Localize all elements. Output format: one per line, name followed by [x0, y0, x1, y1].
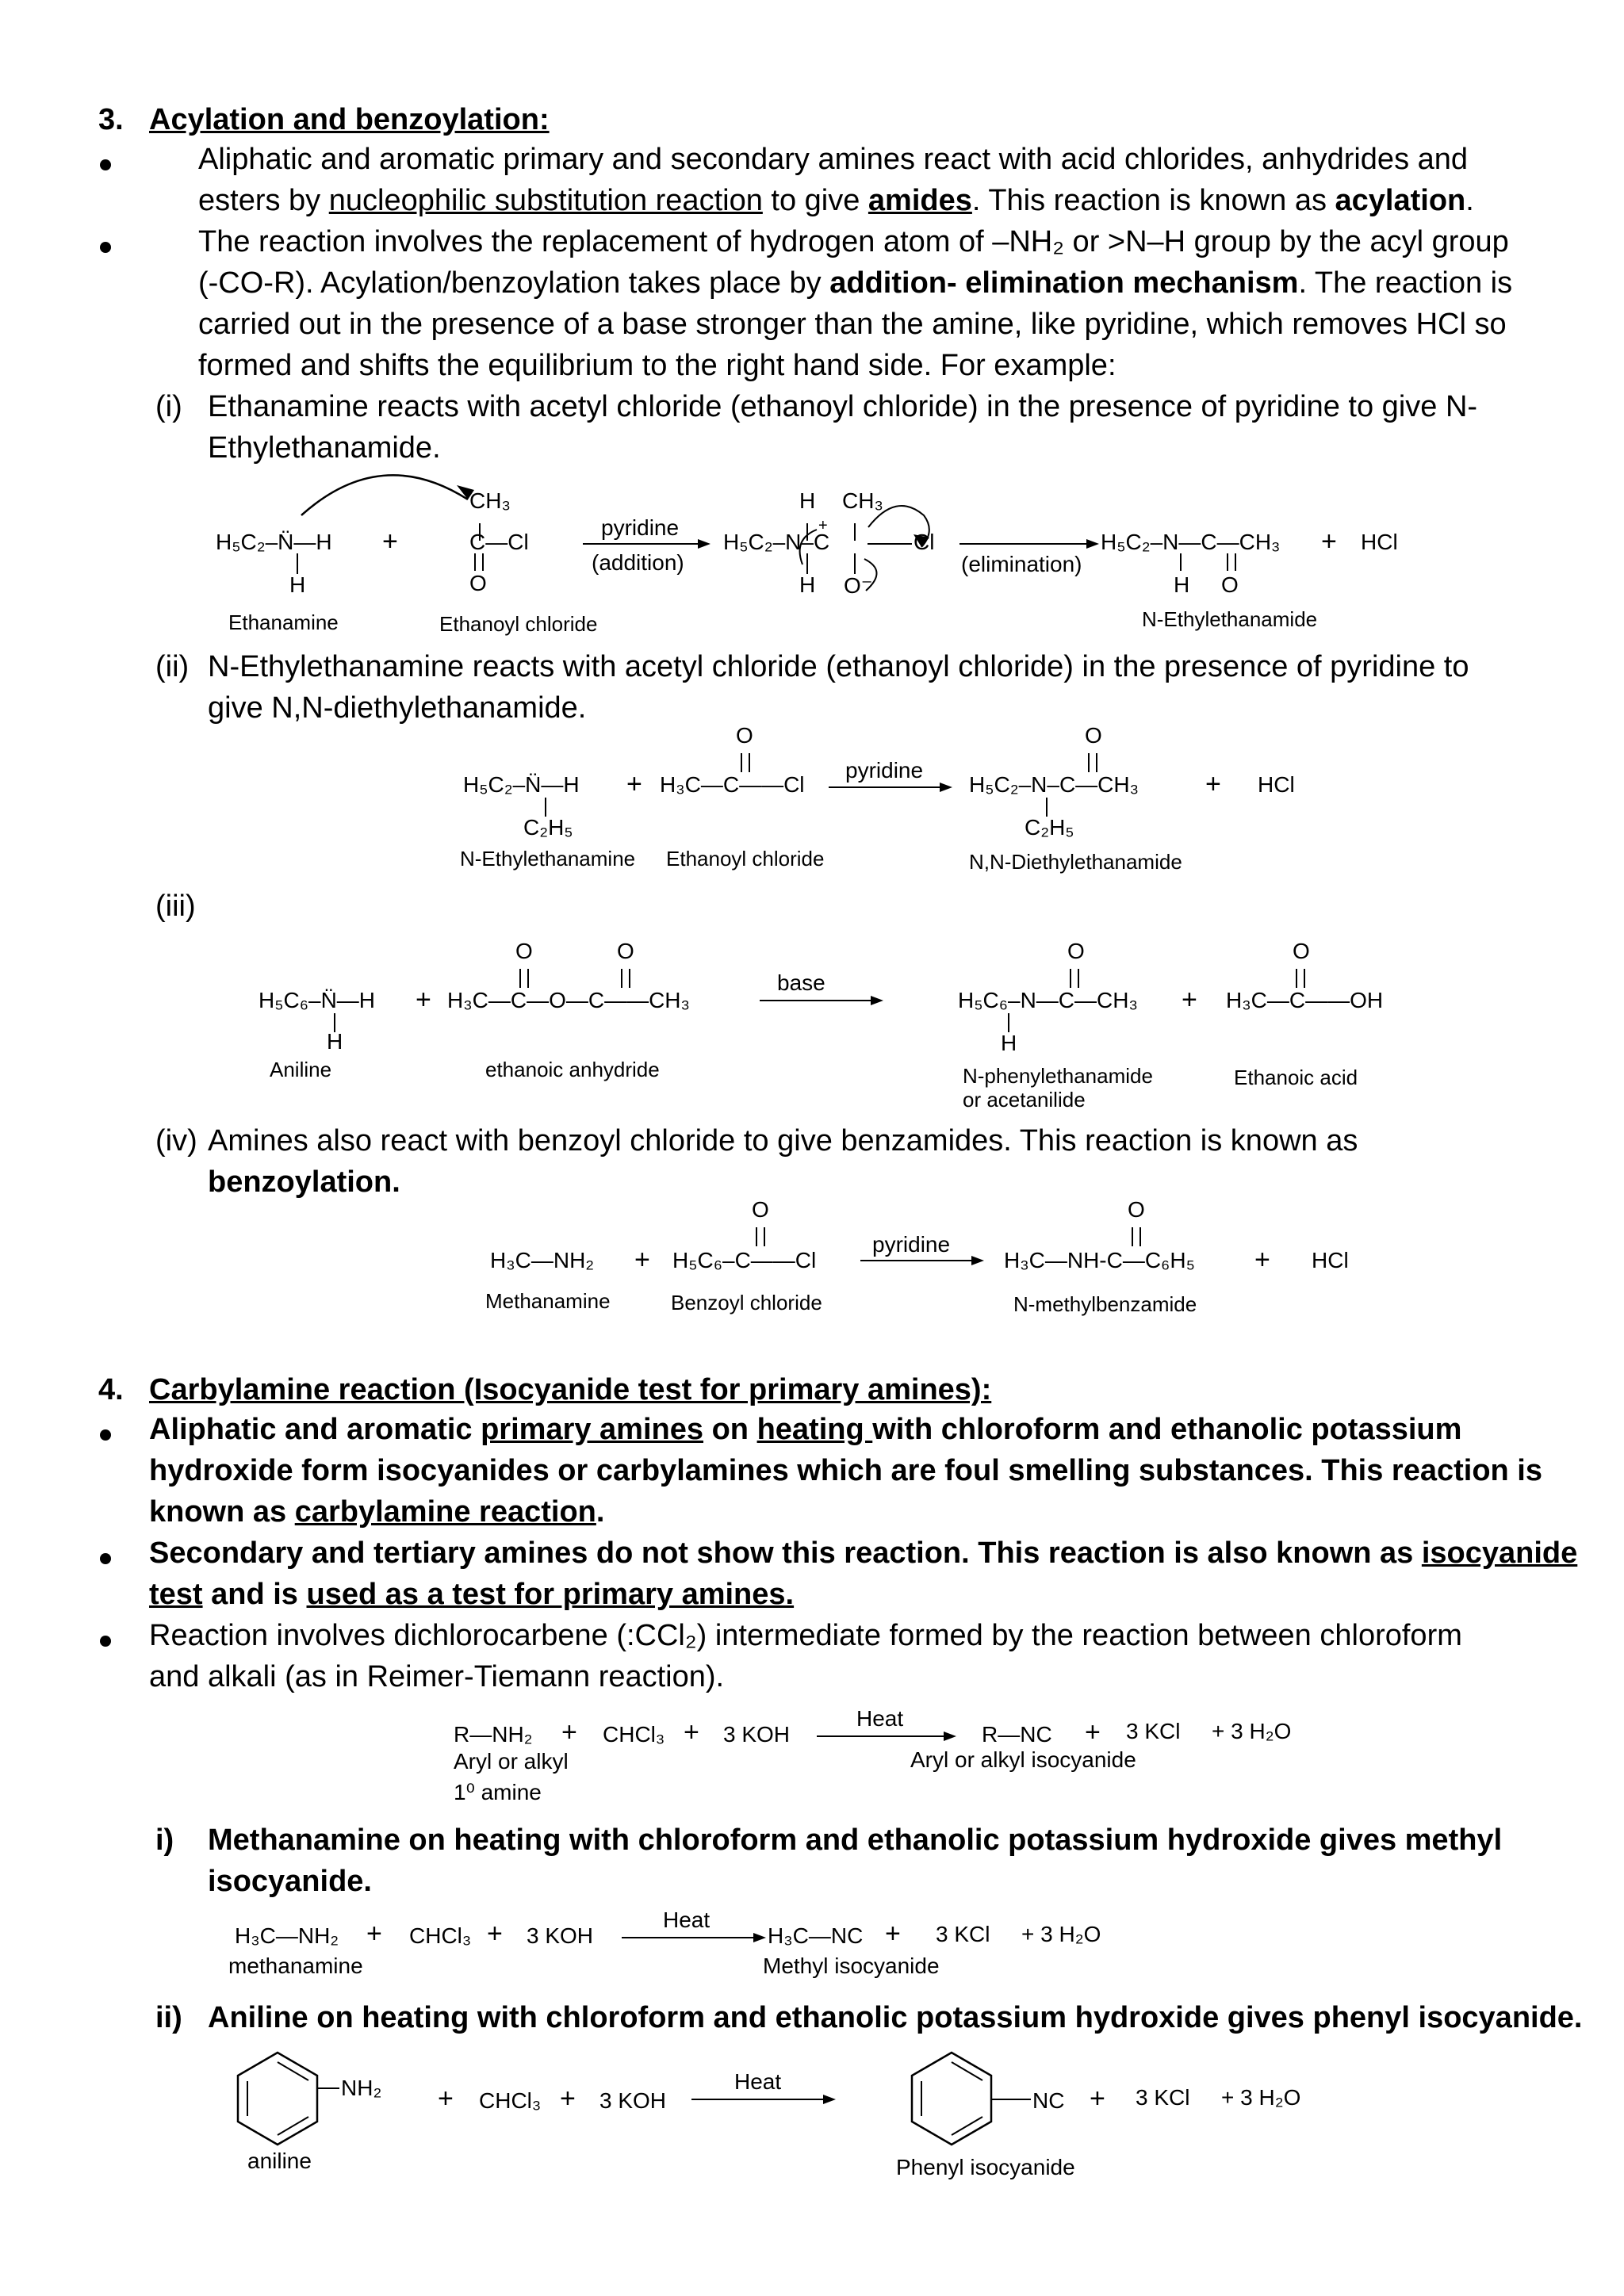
bond: [952, 2117, 982, 2135]
test-for-primary-amines-term: used as a test for primary amines.: [306, 1578, 795, 1611]
section-3-number: 3.: [98, 103, 124, 136]
carbylamine-reaction-term: carbylamine reaction: [294, 1495, 596, 1529]
condition-pyridine: pyridine: [601, 515, 680, 540]
acylation-term: acylation: [1335, 184, 1466, 217]
product-oxygen: O: [1221, 572, 1239, 597]
product-carbonyl-oxygen: O: [1085, 723, 1102, 748]
label-n-phenylethanamide: N-phenylethanamide: [963, 1064, 1153, 1088]
section-4-number: 4.: [98, 1373, 124, 1406]
primary-amine-formula: R—NH₂: [454, 1722, 533, 1747]
acetanilide-formula: H₅C₆–N—C—CH₃: [958, 988, 1138, 1012]
carbylamine-bullet-3-line-1: Reaction involves dichlorocarbene (:CCl₂) intermediate formed by the reaction between chloroform: [149, 1619, 1462, 1652]
heating-term: heating: [756, 1413, 873, 1446]
anhydride-oxygen-1: O: [515, 939, 533, 963]
condition-elimination: (elimination): [961, 552, 1082, 576]
carbonyl-oxygen: O: [752, 1197, 769, 1222]
condition-heat: Heat: [856, 1706, 904, 1731]
water: + 3 H₂O: [1212, 1719, 1292, 1743]
text-span: to give: [762, 184, 868, 217]
acylation-bullet-1-line-1: Aliphatic and aromatic primary and secondary amines react with acid chlorides, anhydrides and: [198, 143, 1469, 176]
example-ii-number: (ii): [155, 650, 190, 683]
plus-sign: +: [560, 2084, 576, 2114]
carbylamine-example-i-line-2: isocyanide.: [208, 1865, 372, 1898]
example-i-line-2: Ethylethanamide.: [208, 431, 441, 465]
intermediate-oxide: O⁻: [844, 573, 873, 598]
text-span: esters by: [198, 184, 329, 217]
plus-sign: +: [416, 985, 431, 1015]
intermediate-methyl: CH₃: [842, 488, 883, 513]
n-methylbenzamide-formula: H₃C—NH-C—C₆H₅: [1004, 1248, 1195, 1272]
label-phenyl-isocyanide: Phenyl isocyanide: [896, 2155, 1075, 2179]
potassium-chloride: 3 KCl: [1136, 2085, 1190, 2110]
example-iii-number: (iii): [155, 890, 196, 923]
chloroform: CHCl₃: [603, 1722, 665, 1747]
ethanoic-anhydride-formula: H₃C—C—O—C——CH₃: [447, 988, 690, 1012]
ethanoic-acid-formula: H₃C—C——OH: [1226, 988, 1384, 1012]
plus-sign: +: [366, 1919, 382, 1949]
plus-sign: +: [626, 769, 642, 799]
label-benzoyl-chloride: Benzoyl chloride: [671, 1291, 822, 1314]
plus-sign: +: [634, 1245, 650, 1275]
intermediate-positive-charge: +: [818, 517, 828, 534]
carbylamine-example-ii-number: ii): [155, 2001, 182, 2034]
water: + 3 H₂O: [1021, 1922, 1101, 1946]
acid-carbonyl-oxygen: O: [1293, 939, 1310, 963]
label-aniline: Aniline: [270, 1058, 332, 1081]
label-isocyanide: Aryl or alkyl isocyanide: [910, 1747, 1136, 1772]
label-aryl-or-alkyl: Aryl or alkyl: [454, 1749, 569, 1774]
ethyl-substituent: C₂H₅: [523, 815, 573, 840]
product-h: H: [1174, 572, 1190, 597]
carbylamine-example-ii-line-1: Aniline on heating with chloroform and ethanolic potassium hydroxide gives phenyl isocyanide.: [208, 2001, 1583, 2034]
text-span: and is: [202, 1578, 307, 1611]
isocyanide-term: isocyanide: [1421, 1536, 1578, 1570]
label-methyl-isocyanide: Methyl isocyanide: [763, 1954, 940, 1978]
carbonyl-oxygen: O: [736, 723, 753, 748]
plus-sign: +: [885, 1919, 901, 1949]
bond: [278, 2117, 308, 2135]
example-iv-line-1: Amines also react with benzoyl chloride to give benzamides. This reaction is known as: [208, 1124, 1358, 1158]
potassium-chloride: 3 KCl: [1126, 1719, 1181, 1743]
acyl-carbon-chlorine: C—Cl: [469, 530, 529, 554]
text-span: . The reaction is: [1298, 266, 1513, 300]
chloroform: CHCl₃: [479, 2088, 542, 2113]
acylation-bullet-2-line-1: The reaction involves the replacement of hydrogen atom of –NH₂ or >N–H group by the acyl group: [198, 225, 1509, 258]
label-aniline: aniline: [247, 2149, 312, 2173]
label-ethanoic-acid: Ethanoic acid: [1234, 1066, 1358, 1089]
intermediate-main: H₅C₂–N–C: [723, 530, 830, 554]
addition-elimination-term: addition- elimination mechanism: [829, 266, 1299, 300]
plus-sign: +: [438, 2084, 454, 2114]
section-3-heading: Acylation and benzoylation:: [149, 103, 550, 136]
plus-sign: +: [1205, 769, 1221, 799]
potassium-chloride: 3 KCl: [936, 1922, 990, 1946]
label-n-ethylethanamine: N-Ethylethanamine: [460, 847, 636, 871]
ethanamine-formula: H₅C₂–N̈—H: [216, 530, 332, 554]
condition-addition: (addition): [592, 550, 684, 575]
text-span: (-CO-R). Acylation/benzoylation takes place by: [198, 266, 830, 300]
text-span: known as: [149, 1495, 295, 1529]
plus-sign: +: [684, 1717, 699, 1747]
example-iv-line-2: benzoylation.: [208, 1165, 400, 1199]
methanamine-formula: H₃C—NH₂: [490, 1248, 595, 1272]
text-span: on: [703, 1413, 757, 1446]
bond: [278, 2062, 308, 2080]
condition-heat: Heat: [663, 1908, 710, 1932]
label-ethanoyl-chloride: Ethanoyl chloride: [666, 847, 825, 871]
label-methanamine: methanamine: [228, 1954, 363, 1978]
anhydride-oxygen-2: O: [617, 939, 634, 963]
product-ethyl-substituent: C₂H₅: [1025, 815, 1074, 840]
aniline-h: H: [327, 1029, 343, 1054]
plus-sign: +: [1182, 985, 1197, 1015]
amides-term: amides: [868, 184, 972, 217]
potassium-hydroxide: 3 KOH: [527, 1923, 594, 1948]
text-span: Secondary and tertiary amines do not show this reaction. This reaction is also known as: [149, 1536, 1422, 1570]
plus-sign: +: [1090, 2084, 1105, 2114]
plus-sign: +: [382, 526, 398, 557]
methyl-group: CH₃: [469, 488, 511, 513]
label-methanamine: Methanamine: [485, 1289, 611, 1313]
label-primary-amine: 1⁰ amine: [454, 1780, 542, 1804]
condition-heat: Heat: [734, 2069, 782, 2094]
product-carbonyl-oxygen: O: [1128, 1197, 1145, 1222]
product-carbonyl-oxygen: O: [1067, 939, 1085, 963]
n-n-diethylethanamide-formula: H₅C₂–N–C—CH₃: [969, 772, 1139, 797]
example-i-line-1: Ethanamine reacts with acetyl chloride (ethanoyl chloride) in the presence of pyridine to give N-: [208, 390, 1478, 423]
amino-group: NH₂: [341, 2076, 382, 2100]
text-span: Aliphatic and aromatic: [149, 1413, 481, 1446]
isocyanide-formula: R—NC: [982, 1722, 1052, 1747]
ethanamine-h: H: [289, 572, 306, 597]
benzene-ring-icon: [238, 2053, 317, 2145]
example-ii-line-2: give N,N-diethylethanamide.: [208, 691, 587, 725]
plus-sign: +: [1254, 1245, 1270, 1275]
label-ethanoic-anhydride: ethanoic anhydride: [485, 1058, 660, 1081]
hcl: HCl: [1258, 772, 1295, 797]
example-iv-number: (iv): [155, 1124, 197, 1158]
primary-amines-term: primary amines: [481, 1413, 704, 1446]
ethanoyl-chloride-formula: H₃C—C——Cl: [660, 772, 805, 797]
water: + 3 H₂O: [1221, 2085, 1301, 2110]
potassium-hydroxide: 3 KOH: [723, 1722, 791, 1747]
methanamine-formula: H₃C—NH₂: [235, 1923, 339, 1948]
plus-sign: +: [487, 1919, 503, 1949]
aniline-formula: H₅C₆–N̈—H: [259, 988, 376, 1012]
hcl: HCl: [1361, 530, 1398, 554]
isocyanide-group: NC: [1032, 2088, 1065, 2113]
carbylamine-example-i-line-1: Methanamine on heating with chloroform and ethanolic potassium hydroxide gives methyl: [208, 1823, 1503, 1857]
carbylamine-bullet-1-line-2: hydroxide form isocyanides or carbylamines which are foul smelling substances. This reaction is: [149, 1454, 1542, 1487]
label-n-n-diethylethanamide: N,N-Diethylethanamide: [969, 850, 1182, 874]
condition-base: base: [777, 970, 825, 995]
n-ethylethanamide-formula: H₅C₂–N—C—CH₃: [1101, 530, 1281, 554]
acylation-bullet-2-line-3: carried out in the presence of a base stronger than the amine, like pyridine, which removes HCl so: [198, 308, 1507, 341]
nucleophilic-substitution-term: nucleophilic substitution reaction: [328, 184, 763, 217]
potassium-hydroxide: 3 KOH: [599, 2088, 667, 2113]
plus-sign: +: [561, 1717, 577, 1747]
intermediate-chlorine: Cl: [914, 530, 935, 554]
example-ii-line-1: N-Ethylethanamine reacts with acetyl chloride (ethanoyl chloride) in the presence of pyridine to: [208, 650, 1469, 683]
n-ethylethanamine-formula: H₅C₂–N̈—H: [463, 772, 580, 797]
hcl: HCl: [1312, 1248, 1349, 1272]
text-span: . This reaction is known as: [971, 184, 1335, 217]
intermediate-h-top: H: [799, 488, 816, 513]
label-ethanamine: Ethanamine: [228, 610, 339, 634]
carbylamine-example-i-number: i): [155, 1823, 174, 1857]
label-ethanoyl-chloride: Ethanoyl chloride: [439, 612, 598, 636]
text-span: .: [1465, 184, 1474, 217]
example-i-number: (i): [155, 390, 182, 423]
carbonyl-oxygen: O: [469, 571, 487, 595]
label-acetanilide: or acetanilide: [963, 1088, 1086, 1112]
benzoyl-chloride-formula: H₅C₆–C——Cl: [672, 1248, 817, 1272]
text-span: .: [596, 1495, 605, 1529]
test-term: test: [149, 1578, 203, 1611]
chloroform: CHCl₃: [409, 1923, 472, 1948]
carbylamine-bullet-3-line-2: and alkali (as in Reimer-Tiemann reaction).: [149, 1660, 725, 1693]
section-4-heading: Carbylamine reaction (Isocyanide test for primary amines):: [149, 1373, 992, 1406]
arrow-head: [823, 2095, 836, 2104]
plus-sign: +: [1321, 526, 1337, 557]
label-n-methylbenzamide: N-methylbenzamide: [1013, 1292, 1197, 1316]
label-n-ethylethanamide: N-Ethylethanamide: [1142, 607, 1318, 631]
methyl-isocyanide-formula: H₃C—NC: [768, 1923, 864, 1948]
condition-pyridine: pyridine: [845, 758, 924, 783]
acylation-bullet-2-line-4: formed and shifts the equilibrium to the right hand side. For example:: [198, 349, 1116, 382]
product-h: H: [1001, 1031, 1017, 1055]
condition-pyridine: pyridine: [872, 1232, 951, 1257]
text-span: with chloroform and ethanolic potassium: [872, 1413, 1462, 1446]
intermediate-h-bottom: H: [799, 572, 816, 597]
bond: [952, 2062, 982, 2080]
benzene-ring-icon: [912, 2053, 991, 2145]
plus-sign: +: [1085, 1717, 1101, 1747]
